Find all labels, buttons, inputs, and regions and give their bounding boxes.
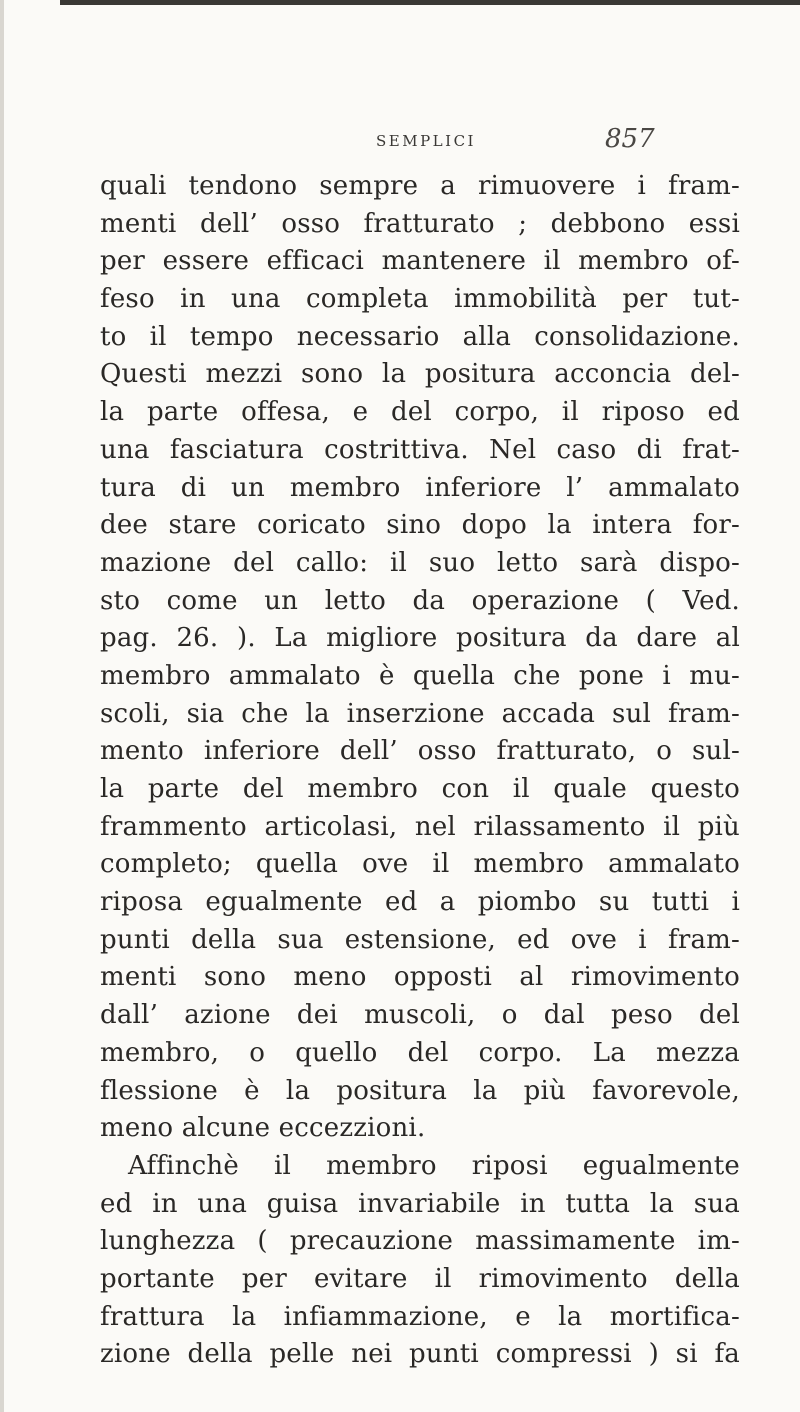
text-line: Questi mezzi sono la positura acconcia del-	[100, 359, 740, 390]
text-line: completo; quella ove il membro ammalato	[100, 849, 740, 880]
text-line: membro ammalato è quella che pone i mu-	[100, 660, 740, 691]
text-line: quali tendono sempre a rimuovere i fram-	[100, 171, 740, 201]
text-line: frattura la infiammazione, e la mortifica-	[100, 1301, 740, 1332]
text-line: to il tempo necessario alla consolidazione.	[100, 321, 740, 352]
text-line: membro, o quello del corpo. La mezza	[100, 1037, 740, 1068]
text-line: scoli, sia che la inserzione accada sul fram-	[100, 698, 740, 729]
text-line: tura di un membro inferiore l’ ammalato	[100, 472, 740, 503]
text-line: menti sono meno opposti al rimovimento	[100, 962, 740, 993]
text-line: mazione del callo: il suo letto sarà dispo-	[100, 547, 740, 578]
text-line: feso in una completa immobilità per tut-	[100, 284, 740, 315]
text-line: flessione è la positura la più favorevole,	[100, 1075, 740, 1106]
page-edge	[0, 0, 4, 1412]
page-number: 857	[605, 124, 655, 154]
text-line: dall’ azione dei muscoli, o dal peso del	[100, 1000, 740, 1031]
text-line: per essere efficaci mantenere il membro of-	[100, 246, 740, 277]
text-line: la parte del membro con il quale questo	[100, 774, 740, 804]
text-line: riposa egualmente ed a piombo su tutti i	[100, 887, 740, 918]
text-line: ed in una guisa invariabile in tutta la sua	[100, 1188, 740, 1219]
text-line: mento inferiore dell’ osso fratturato, o sul-	[100, 736, 740, 767]
text-line: zione della pelle nei punti compressi ) si fa	[100, 1339, 740, 1370]
body-text	[100, 168, 740, 1374]
text-line: Affinchè il membro riposi egualmente	[128, 1150, 740, 1181]
top-rule	[60, 0, 800, 5]
text-line: meno alcune eccezzioni.	[100, 1113, 426, 1144]
text-line: sto come un letto da operazione ( Ved.	[100, 585, 740, 616]
text-line: pag. 26. ). La migliore positura da dare al	[100, 623, 740, 654]
text-line: una fasciatura costrittiva. Nel caso di frat-	[100, 434, 740, 465]
text-line: la parte offesa, e del corpo, il riposo ed	[100, 397, 740, 428]
text-line: menti dell’ osso fratturato ; debbono essi	[100, 208, 740, 239]
text-line: punti della sua estensione, ed ove i fram-	[100, 924, 740, 955]
text-line: lunghezza ( precauzione massimamente im-	[100, 1226, 740, 1257]
text-line: portante per evitare il rimovimento della	[100, 1263, 740, 1294]
text-line: frammento articolasi, nel rilassamento il più	[100, 811, 740, 842]
page-header	[0, 124, 800, 164]
running-head: SEMPLICI	[376, 132, 476, 150]
text-line: dee stare coricato sino dopo la intera for-	[100, 510, 740, 541]
